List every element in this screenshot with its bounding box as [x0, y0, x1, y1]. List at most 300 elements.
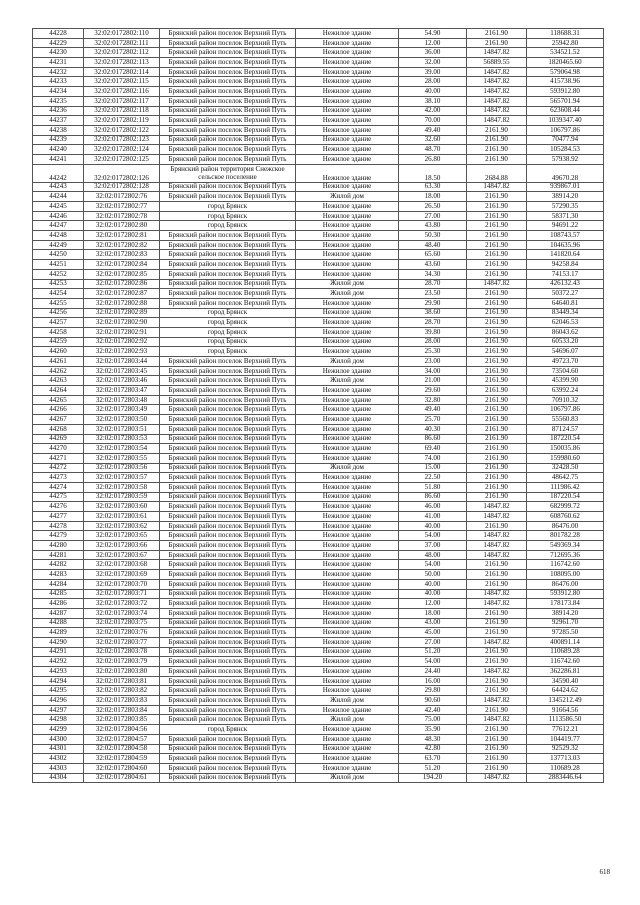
- cell-row-number: 44279: [33, 531, 84, 541]
- cell-cadastral-number: 32:02:0172803:56: [84, 463, 160, 473]
- cell-area: 54.00: [399, 531, 467, 541]
- cell-area: 49.40: [399, 125, 467, 135]
- cell-area: 48.30: [399, 734, 467, 744]
- cell-row-number: 44280: [33, 541, 84, 551]
- cell-cadastral-number: 32:02:0172804:58: [84, 744, 160, 754]
- cell-area: 46.00: [399, 502, 467, 512]
- cell-unit-value: 2161.90: [467, 473, 527, 483]
- cell-cadastral-number: 32:02:0172803:85: [84, 715, 160, 725]
- cell-purpose: Нежилое здание: [296, 308, 399, 318]
- cell-cadastral-number: 32:02:0172803:46: [84, 376, 160, 386]
- cell-cadastral-value: 86476.00: [527, 521, 604, 531]
- table-row: [33, 58, 604, 68]
- cell-unit-value: 2161.90: [467, 618, 527, 628]
- cell-purpose: Нежилое здание: [296, 618, 399, 628]
- cell-cadastral-number: 32:02:0172803:83: [84, 696, 160, 706]
- cell-purpose: Нежилое здание: [296, 38, 399, 48]
- cell-area: 29.60: [399, 386, 467, 396]
- cell-cadastral-value: 92961.70: [527, 618, 604, 628]
- cell-unit-value: 2161.90: [467, 424, 527, 434]
- cell-location: город Брянск: [160, 221, 296, 231]
- cell-purpose: Нежилое здание: [296, 154, 399, 164]
- cell-purpose: Нежилое здание: [296, 725, 399, 735]
- cell-cadastral-value: 137713.03: [527, 754, 604, 764]
- cell-unit-value: 14847.82: [467, 531, 527, 541]
- table-row: [33, 715, 604, 725]
- table-row: [33, 135, 604, 145]
- cell-cadastral-value: 94691.22: [527, 221, 604, 231]
- cell-area: 38.60: [399, 308, 467, 318]
- cell-row-number: 44232: [33, 67, 84, 77]
- cell-cadastral-value: 94258.84: [527, 260, 604, 270]
- cell-cadastral-value: 1345212.49: [527, 696, 604, 706]
- cell-cadastral-value: 579064.98: [527, 67, 604, 77]
- cell-location: Брянский район поселок Верхний Путь: [160, 154, 296, 164]
- table-row: [33, 502, 604, 512]
- cell-purpose: Нежилое здание: [296, 424, 399, 434]
- cell-row-number: 44247: [33, 221, 84, 231]
- cell-area: 32.00: [399, 58, 467, 68]
- table-row: [33, 628, 604, 638]
- cell-purpose: Нежилое здание: [296, 754, 399, 764]
- cell-location: Брянский район поселок Верхний Путь: [160, 298, 296, 308]
- cell-purpose: Нежилое здание: [296, 116, 399, 126]
- cell-unit-value: 2161.90: [467, 405, 527, 415]
- table-row: [33, 424, 604, 434]
- cell-cadastral-value: 159980.60: [527, 453, 604, 463]
- cell-row-number: 44283: [33, 570, 84, 580]
- cell-cadastral-number: 32:02:0172802:77: [84, 202, 160, 212]
- cell-unit-value: 2161.90: [467, 337, 527, 347]
- cell-unit-value: 2161.90: [467, 521, 527, 531]
- table-row: [33, 550, 604, 560]
- cell-unit-value: 2161.90: [467, 725, 527, 735]
- table-row: [33, 357, 604, 367]
- cell-area: 28.70: [399, 279, 467, 289]
- cell-cadastral-value: 57938.92: [527, 154, 604, 164]
- table-row: [33, 579, 604, 589]
- cell-cadastral-number: 32:02:0172804:59: [84, 754, 160, 764]
- cell-unit-value: 14847.82: [467, 96, 527, 106]
- cell-cadastral-number: 32:02:0172803:80: [84, 667, 160, 677]
- cell-row-number: 44278: [33, 521, 84, 531]
- cell-row-number: 44302: [33, 754, 84, 764]
- table-row: [33, 657, 604, 667]
- cell-area: 21.00: [399, 376, 467, 386]
- cell-cadastral-value: 565701.94: [527, 96, 604, 106]
- table-row: [33, 763, 604, 773]
- cell-area: 26.50: [399, 202, 467, 212]
- cell-purpose: Нежилое здание: [296, 521, 399, 531]
- cell-cadastral-value: 49670.28: [527, 164, 604, 182]
- cell-row-number: 44239: [33, 135, 84, 145]
- cell-cadastral-number: 32:02:0172802:112: [84, 48, 160, 58]
- cell-location: город Брянск: [160, 337, 296, 347]
- cell-area: 43.80: [399, 221, 467, 231]
- cell-purpose: Нежилое здание: [296, 628, 399, 638]
- cell-cadastral-value: 58371.30: [527, 211, 604, 221]
- cell-area: 22.50: [399, 473, 467, 483]
- cell-location: Брянский район поселок Верхний Путь: [160, 676, 296, 686]
- cell-cadastral-value: 593912.80: [527, 87, 604, 97]
- cell-row-number: 44245: [33, 202, 84, 212]
- table-row: [33, 463, 604, 473]
- cell-cadastral-value: 87124.57: [527, 424, 604, 434]
- cell-row-number: 44291: [33, 647, 84, 657]
- cell-location: Брянский район поселок Верхний Путь: [160, 405, 296, 415]
- cell-purpose: Нежилое здание: [296, 240, 399, 250]
- cell-unit-value: 14847.82: [467, 77, 527, 87]
- cell-cadastral-number: 32:02:0172802:124: [84, 145, 160, 155]
- cell-location: Брянский район поселок Верхний Путь: [160, 550, 296, 560]
- cell-location: Брянский район поселок Верхний Путь: [160, 260, 296, 270]
- cell-location: Брянский район поселок Верхний Путь: [160, 96, 296, 106]
- table-row: [33, 231, 604, 241]
- cell-cadastral-value: 141820.64: [527, 250, 604, 260]
- cell-cadastral-number: 32:02:0172802:84: [84, 260, 160, 270]
- cell-location: Брянский район поселок Верхний Путь: [160, 502, 296, 512]
- cell-cadastral-value: 55560.83: [527, 415, 604, 425]
- cell-location: Брянский район поселок Верхний Путь: [160, 87, 296, 97]
- cell-row-number: 44282: [33, 560, 84, 570]
- cell-location: город Брянск: [160, 211, 296, 221]
- cell-cadastral-value: 91664.56: [527, 705, 604, 715]
- cell-location: Брянский район поселок Верхний Путь: [160, 667, 296, 677]
- cell-purpose: Нежилое здание: [296, 705, 399, 715]
- cell-row-number: 44259: [33, 337, 84, 347]
- cell-location: Брянский район поселок Верхний Путь: [160, 77, 296, 87]
- cell-area: 34.00: [399, 366, 467, 376]
- cell-area: 23.50: [399, 289, 467, 299]
- cell-cadastral-number: 32:02:0172802:128: [84, 182, 160, 192]
- cell-unit-value: 14847.82: [467, 116, 527, 126]
- cell-row-number: 44285: [33, 589, 84, 599]
- cell-purpose: Нежилое здание: [296, 550, 399, 560]
- cell-cadastral-number: 32:02:0172803:79: [84, 657, 160, 667]
- cell-row-number: 44258: [33, 327, 84, 337]
- cell-location: Брянский район поселок Верхний Путь: [160, 657, 296, 667]
- cell-row-number: 44246: [33, 211, 84, 221]
- cell-purpose: Нежилое здание: [296, 492, 399, 502]
- cell-area: 54.00: [399, 657, 467, 667]
- cell-cadastral-number: 32:02:0172802:111: [84, 38, 160, 48]
- cell-row-number: 44301: [33, 744, 84, 754]
- cell-unit-value: 14847.82: [467, 67, 527, 77]
- cell-cadastral-value: 108743.57: [527, 231, 604, 241]
- cell-area: 27.00: [399, 637, 467, 647]
- cell-cadastral-value: 939867.01: [527, 182, 604, 192]
- table-row: [33, 308, 604, 318]
- cell-row-number: 44298: [33, 715, 84, 725]
- cell-location: Брянский район поселок Верхний Путь: [160, 492, 296, 502]
- cell-cadastral-number: 32:02:0172803:62: [84, 521, 160, 531]
- cell-location: Брянский район поселок Верхний Путь: [160, 250, 296, 260]
- cell-unit-value: 2161.90: [467, 734, 527, 744]
- cell-unit-value: 14847.82: [467, 715, 527, 725]
- cell-cadastral-value: 45399.90: [527, 376, 604, 386]
- cell-purpose: Нежилое здание: [296, 318, 399, 328]
- cell-row-number: 44243: [33, 182, 84, 192]
- cell-row-number: 44229: [33, 38, 84, 48]
- cell-location: Брянский район поселок Верхний Путь: [160, 376, 296, 386]
- cell-unit-value: 2161.90: [467, 260, 527, 270]
- cell-cadastral-number: 32:02:0172803:55: [84, 453, 160, 463]
- cell-cadastral-value: 104419.77: [527, 734, 604, 744]
- table-row: [33, 211, 604, 221]
- table-row: [33, 618, 604, 628]
- table-row: [33, 512, 604, 522]
- cell-purpose: Нежилое здание: [296, 327, 399, 337]
- cell-cadastral-value: 118688.31: [527, 29, 604, 39]
- cell-cadastral-value: 54696.07: [527, 347, 604, 357]
- cell-purpose: Нежилое здание: [296, 599, 399, 609]
- cell-location: город Брянск: [160, 318, 296, 328]
- cell-purpose: Нежилое здание: [296, 221, 399, 231]
- cell-location: Брянский район поселок Верхний Путь: [160, 366, 296, 376]
- cell-row-number: 44256: [33, 308, 84, 318]
- cell-cadastral-number: 32:02:0172802:113: [84, 58, 160, 68]
- cell-location: Брянский район поселок Верхний Путь: [160, 512, 296, 522]
- cell-purpose: Жилой дом: [296, 357, 399, 367]
- cell-area: 63.30: [399, 182, 467, 192]
- cell-row-number: 44241: [33, 154, 84, 164]
- cell-area: 69.40: [399, 444, 467, 454]
- table-row: [33, 647, 604, 657]
- cell-location: Брянский район поселок Верхний Путь: [160, 541, 296, 551]
- cell-purpose: Нежилое здание: [296, 347, 399, 357]
- cell-cadastral-number: 32:02:0172802:116: [84, 87, 160, 97]
- cell-location: Брянский район поселок Верхний Путь: [160, 589, 296, 599]
- cell-row-number: 44287: [33, 608, 84, 618]
- cell-cadastral-number: 32:02:0172802:91: [84, 327, 160, 337]
- table-row: [33, 482, 604, 492]
- cell-row-number: 44238: [33, 125, 84, 135]
- cell-purpose: Нежилое здание: [296, 298, 399, 308]
- cell-area: 28.00: [399, 337, 467, 347]
- table-row: [33, 734, 604, 744]
- cell-cadastral-value: 549369.34: [527, 541, 604, 551]
- cell-location: Брянский район поселок Верхний Путь: [160, 269, 296, 279]
- cell-unit-value: 2161.90: [467, 366, 527, 376]
- cell-area: 41.00: [399, 512, 467, 522]
- table-row: [33, 279, 604, 289]
- table-row: [33, 686, 604, 696]
- cell-purpose: Нежилое здание: [296, 260, 399, 270]
- table-row: [33, 570, 604, 580]
- cell-cadastral-value: 106797.86: [527, 125, 604, 135]
- cell-unit-value: 2161.90: [467, 376, 527, 386]
- cell-unit-value: 2161.90: [467, 221, 527, 231]
- cell-area: 65.60: [399, 250, 467, 260]
- cell-unit-value: 14847.82: [467, 637, 527, 647]
- cell-area: 48.00: [399, 550, 467, 560]
- cell-row-number: 44248: [33, 231, 84, 241]
- cell-purpose: Нежилое здание: [296, 589, 399, 599]
- cell-row-number: 44253: [33, 279, 84, 289]
- table-row: [33, 29, 604, 39]
- cell-area: 42.40: [399, 705, 467, 715]
- cell-row-number: 44269: [33, 434, 84, 444]
- cell-location: Брянский район поселок Верхний Путь: [160, 482, 296, 492]
- cell-purpose: Нежилое здание: [296, 560, 399, 570]
- cell-area: 35.90: [399, 725, 467, 735]
- cell-cadastral-value: 623608.44: [527, 106, 604, 116]
- cell-unit-value: 14847.82: [467, 87, 527, 97]
- cell-purpose: Нежилое здание: [296, 647, 399, 657]
- table-row: [33, 289, 604, 299]
- cell-area: 86.60: [399, 492, 467, 502]
- cell-location: Брянский район поселок Верхний Путь: [160, 386, 296, 396]
- cell-cadastral-value: 178173.84: [527, 599, 604, 609]
- cell-cadastral-number: 32:02:0172803:51: [84, 424, 160, 434]
- table-row: [33, 608, 604, 618]
- cell-location: Брянский район поселок Верхний Путь: [160, 29, 296, 39]
- cell-location: Брянский район поселок Верхний Путь: [160, 116, 296, 126]
- cell-row-number: 44251: [33, 260, 84, 270]
- cell-cadastral-value: 92529.32: [527, 744, 604, 754]
- table-row: [33, 125, 604, 135]
- cell-unit-value: 2161.90: [467, 395, 527, 405]
- cell-location: Брянский район поселок Верхний Путь: [160, 424, 296, 434]
- cell-cadastral-value: 64640.81: [527, 298, 604, 308]
- cell-location: Брянский район поселок Верхний Путь: [160, 618, 296, 628]
- table-row: [33, 154, 604, 164]
- cadastral-table-body: [33, 29, 604, 783]
- cell-purpose: Нежилое здание: [296, 667, 399, 677]
- cell-location: Брянский район поселок Верхний Путь: [160, 637, 296, 647]
- cell-cadastral-number: 32:02:0172803:69: [84, 570, 160, 580]
- page-number: 618: [599, 868, 610, 876]
- cell-cadastral-number: 32:02:0172803:84: [84, 705, 160, 715]
- cell-cadastral-value: 34590.40: [527, 676, 604, 686]
- cell-cadastral-number: 32:02:0172802:123: [84, 135, 160, 145]
- table-row: [33, 48, 604, 58]
- cell-location: Брянский район поселок Верхний Путь: [160, 67, 296, 77]
- cell-cadastral-number: 32:02:0172804:57: [84, 734, 160, 744]
- table-row: [33, 676, 604, 686]
- cell-cadastral-number: 32:02:0172802:115: [84, 77, 160, 87]
- cell-location: Брянский район поселок Верхний Путь: [160, 192, 296, 202]
- cell-cadastral-number: 32:02:0172802:117: [84, 96, 160, 106]
- cell-purpose: Нежилое здание: [296, 608, 399, 618]
- cell-cadastral-number: 32:02:0172802:126: [84, 164, 160, 182]
- cell-cadastral-value: 712695.36: [527, 550, 604, 560]
- cell-area: 29.80: [399, 686, 467, 696]
- cell-row-number: 44240: [33, 145, 84, 155]
- table-row: [33, 87, 604, 97]
- cell-purpose: Нежилое здание: [296, 182, 399, 192]
- table-row: [33, 318, 604, 328]
- cell-area: 63.70: [399, 754, 467, 764]
- table-row: [33, 386, 604, 396]
- cell-cadastral-number: 32:02:0172802:80: [84, 221, 160, 231]
- cell-unit-value: 2161.90: [467, 570, 527, 580]
- cell-purpose: Нежилое здание: [296, 366, 399, 376]
- cell-cadastral-number: 32:02:0172803:70: [84, 579, 160, 589]
- cell-purpose: Нежилое здание: [296, 541, 399, 551]
- cell-unit-value: 2161.90: [467, 657, 527, 667]
- cell-row-number: 44275: [33, 492, 84, 502]
- cell-unit-value: 2161.90: [467, 705, 527, 715]
- cell-row-number: 44235: [33, 96, 84, 106]
- cell-area: 49.40: [399, 405, 467, 415]
- cell-cadastral-number: 32:02:0172803:50: [84, 415, 160, 425]
- cell-cadastral-value: 2883446.64: [527, 773, 604, 783]
- table-row: [33, 705, 604, 715]
- table-row: [33, 347, 604, 357]
- cell-cadastral-number: 32:02:0172802:78: [84, 211, 160, 221]
- cell-unit-value: 2161.90: [467, 269, 527, 279]
- cell-row-number: 44263: [33, 376, 84, 386]
- cell-cadastral-value: 60533.20: [527, 337, 604, 347]
- cell-location: Брянский район поселок Верхний Путь: [160, 531, 296, 541]
- cell-cadastral-value: 38914.20: [527, 192, 604, 202]
- cell-unit-value: 14847.82: [467, 279, 527, 289]
- cell-cadastral-value: 49723.70: [527, 357, 604, 367]
- cell-cadastral-number: 32:02:0172803:61: [84, 512, 160, 522]
- cell-cadastral-value: 70910.32: [527, 395, 604, 405]
- cell-location: Брянский район поселок Верхний Путь: [160, 444, 296, 454]
- table-row: [33, 725, 604, 735]
- cell-row-number: 44295: [33, 686, 84, 696]
- cell-area: 24.40: [399, 667, 467, 677]
- cell-location: Брянский район поселок Верхний Путь: [160, 628, 296, 638]
- cell-location: город Брянск: [160, 202, 296, 212]
- cell-location: Брянский район поселок Верхний Путь: [160, 38, 296, 48]
- cell-purpose: Нежилое здание: [296, 657, 399, 667]
- cell-cadastral-number: 32:02:0172803:49: [84, 405, 160, 415]
- cell-unit-value: 14847.82: [467, 550, 527, 560]
- cell-unit-value: 2161.90: [467, 308, 527, 318]
- cell-cadastral-number: 32:02:0172802:119: [84, 116, 160, 126]
- table-row: [33, 202, 604, 212]
- cell-row-number: 44300: [33, 734, 84, 744]
- cell-unit-value: 2161.90: [467, 202, 527, 212]
- cell-unit-value: 14847.82: [467, 512, 527, 522]
- table-row: [33, 250, 604, 260]
- cell-row-number: 44250: [33, 250, 84, 260]
- cell-area: 18.00: [399, 192, 467, 202]
- cell-area: 29.90: [399, 298, 467, 308]
- cell-purpose: Нежилое здание: [296, 106, 399, 116]
- cell-area: 54.90: [399, 29, 467, 39]
- table-row: [33, 560, 604, 570]
- cell-purpose: Жилой дом: [296, 715, 399, 725]
- cell-area: 32.60: [399, 135, 467, 145]
- cell-location: Брянский район поселок Верхний Путь: [160, 453, 296, 463]
- cell-area: 51.20: [399, 763, 467, 773]
- cell-purpose: Нежилое здание: [296, 231, 399, 241]
- cell-purpose: Нежилое здание: [296, 337, 399, 347]
- cell-location: Брянский район поселок Верхний Путь: [160, 744, 296, 754]
- cell-location: Брянский район территория Снежское сельское поселение: [160, 164, 296, 182]
- cell-purpose: Нежилое здание: [296, 434, 399, 444]
- cell-area: 12.00: [399, 599, 467, 609]
- cell-location: Брянский район поселок Верхний Путь: [160, 415, 296, 425]
- cell-row-number: 44234: [33, 87, 84, 97]
- cell-area: 48.70: [399, 145, 467, 155]
- cell-cadastral-number: 32:02:0172803:45: [84, 366, 160, 376]
- cell-unit-value: 2161.90: [467, 482, 527, 492]
- cell-unit-value: 2161.90: [467, 763, 527, 773]
- cell-row-number: 44237: [33, 116, 84, 126]
- cell-cadastral-number: 32:02:0172802:122: [84, 125, 160, 135]
- cell-area: 25.30: [399, 347, 467, 357]
- cell-cadastral-number: 32:02:0172803:59: [84, 492, 160, 502]
- cell-unit-value: 2161.90: [467, 647, 527, 657]
- cell-area: 51.20: [399, 647, 467, 657]
- cell-row-number: 44228: [33, 29, 84, 39]
